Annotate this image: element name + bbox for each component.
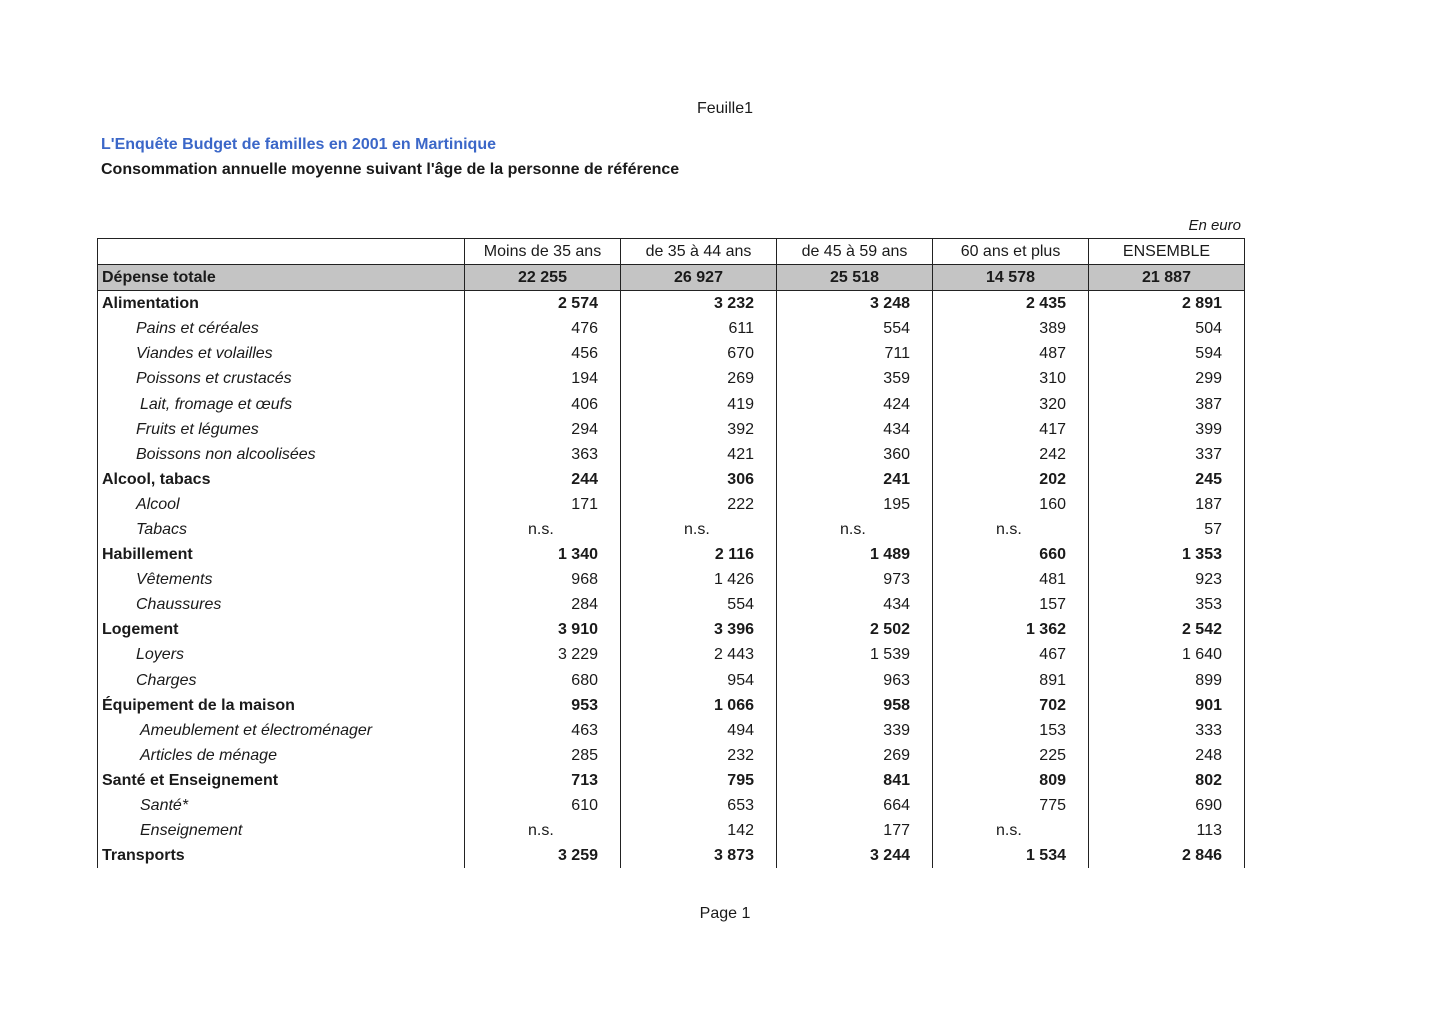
cell-value: 2 891 (1089, 291, 1245, 317)
cell-value: 680 (465, 668, 621, 693)
cell-value: 1 362 (933, 617, 1089, 642)
category-row (98, 291, 1245, 317)
cell-value: 611 (621, 316, 777, 341)
cell-value: 294 (465, 417, 621, 442)
cell-value: 419 (621, 391, 777, 416)
cell-value: 2 443 (621, 642, 777, 667)
cell-value: 554 (777, 316, 933, 341)
cell-value: 187 (1089, 492, 1245, 517)
subcategory-row (98, 316, 1245, 341)
cell-value: 2 116 (621, 542, 777, 567)
subcategory-row (98, 517, 1245, 542)
category-row (98, 768, 1245, 793)
cell-value: 2 502 (777, 617, 933, 642)
subcategory-row (98, 366, 1245, 391)
page-number: Page 1 (699, 905, 751, 922)
row-label: Loyers (98, 642, 465, 667)
cell-value: 1 340 (465, 542, 621, 567)
cell-value: 3 396 (621, 617, 777, 642)
cell-value: 2 542 (1089, 617, 1245, 642)
cell-value: 337 (1089, 442, 1245, 467)
cell-value: 954 (621, 668, 777, 693)
subcategory-row (98, 442, 1245, 467)
cell-value: 14 578 (933, 265, 1089, 291)
row-label: Viandes et volailles (98, 341, 465, 366)
cell-value: 456 (465, 341, 621, 366)
cell-value: n.s. (933, 818, 1089, 843)
cell-value: 242 (933, 442, 1089, 467)
category-row (98, 693, 1245, 718)
row-label: Boissons non alcoolisées (98, 442, 465, 467)
cell-value: n.s. (621, 517, 777, 542)
cell-value: 899 (1089, 668, 1245, 693)
row-label: Transports (98, 843, 465, 868)
row-label: Santé et Enseignement (98, 768, 465, 793)
column-header: de 45 à 59 ans (777, 239, 933, 265)
cell-value: 809 (933, 768, 1089, 793)
cell-value: 285 (465, 743, 621, 768)
cell-value: n.s. (933, 517, 1089, 542)
cell-value: 3 232 (621, 291, 777, 317)
subcategory-row (98, 743, 1245, 768)
cell-value: 306 (621, 467, 777, 492)
cell-value: 25 518 (777, 265, 933, 291)
sheet-name: Feuille1 (696, 100, 754, 117)
cell-value: 389 (933, 316, 1089, 341)
category-row (98, 467, 1245, 492)
cell-value: 417 (933, 417, 1089, 442)
category-row (98, 843, 1245, 868)
cell-value: 467 (933, 642, 1089, 667)
row-label: Dépense totale (98, 265, 465, 291)
cell-value: n.s. (777, 517, 933, 542)
cell-value: 963 (777, 668, 933, 693)
cell-value: 232 (621, 743, 777, 768)
cell-value: 3 244 (777, 843, 933, 868)
column-header: de 35 à 44 ans (621, 239, 777, 265)
cell-value: 353 (1089, 592, 1245, 617)
cell-value: 269 (777, 743, 933, 768)
cell-value: 2 435 (933, 291, 1089, 317)
cell-value: 3 248 (777, 291, 933, 317)
cell-value: 160 (933, 492, 1089, 517)
cell-value: 713 (465, 768, 621, 793)
cell-value: 664 (777, 793, 933, 818)
cell-value: 968 (465, 567, 621, 592)
cell-value: 973 (777, 567, 933, 592)
column-header (98, 239, 465, 265)
cell-value: 222 (621, 492, 777, 517)
cell-value: 2 846 (1089, 843, 1245, 868)
subcategory-row (98, 492, 1245, 517)
cell-value: 504 (1089, 316, 1245, 341)
row-label: Équipement de la maison (98, 693, 465, 718)
document-title: L'Enquête Budget de familles en 2001 en Martinique (101, 136, 496, 153)
cell-value: 57 (1089, 517, 1245, 542)
cell-value: 463 (465, 718, 621, 743)
cell-value: 434 (777, 592, 933, 617)
category-row (98, 617, 1245, 642)
subcategory-row (98, 391, 1245, 416)
cell-value: 387 (1089, 391, 1245, 416)
cell-value: n.s. (465, 818, 621, 843)
cell-value: 21 887 (1089, 265, 1245, 291)
cell-value: 795 (621, 768, 777, 793)
row-label: Chaussures (98, 592, 465, 617)
cell-value: 157 (933, 592, 1089, 617)
row-label: Poissons et crustacés (98, 366, 465, 391)
column-header: 60 ans et plus (933, 239, 1089, 265)
subcategory-row (98, 642, 1245, 667)
cell-value: 284 (465, 592, 621, 617)
cell-value: 481 (933, 567, 1089, 592)
cell-value: 202 (933, 467, 1089, 492)
category-row (98, 542, 1245, 567)
cell-value: 2 574 (465, 291, 621, 317)
subcategory-row (98, 592, 1245, 617)
row-label: Articles de ménage (98, 743, 465, 768)
subcategory-row (98, 793, 1245, 818)
cell-value: 660 (933, 542, 1089, 567)
cell-value: 248 (1089, 743, 1245, 768)
cell-value: 3 873 (621, 843, 777, 868)
cell-value: 339 (777, 718, 933, 743)
cell-value: 702 (933, 693, 1089, 718)
cell-value: 177 (777, 818, 933, 843)
cell-value: 113 (1089, 818, 1245, 843)
row-label: Ameublement et électroménager (98, 718, 465, 743)
cell-value: 711 (777, 341, 933, 366)
cell-value: 225 (933, 743, 1089, 768)
cell-value: 310 (933, 366, 1089, 391)
cell-value: 244 (465, 467, 621, 492)
row-label: Pains et céréales (98, 316, 465, 341)
cell-value: 953 (465, 693, 621, 718)
subcategory-row (98, 341, 1245, 366)
cell-value: 269 (621, 366, 777, 391)
cell-value: 299 (1089, 366, 1245, 391)
cell-value: 775 (933, 793, 1089, 818)
cell-value: 434 (777, 417, 933, 442)
cell-value: 245 (1089, 467, 1245, 492)
subcategory-row (98, 718, 1245, 743)
unit-label: En euro (1188, 217, 1241, 234)
cell-value: 923 (1089, 567, 1245, 592)
cell-value: 142 (621, 818, 777, 843)
row-label: Lait, fromage et œufs (98, 391, 465, 416)
cell-value: 333 (1089, 718, 1245, 743)
row-label: Logement (98, 617, 465, 642)
cell-value: 1 066 (621, 693, 777, 718)
cell-value: 487 (933, 341, 1089, 366)
cell-value: 195 (777, 492, 933, 517)
column-header: Moins de 35 ans (465, 239, 621, 265)
row-label: Alcool (98, 492, 465, 517)
subcategory-row (98, 668, 1245, 693)
cell-value: 802 (1089, 768, 1245, 793)
document-subtitle: Consommation annuelle moyenne suivant l'âge de la personne de référence (101, 161, 680, 178)
cell-value: 1 534 (933, 843, 1089, 868)
column-header: ENSEMBLE (1089, 239, 1245, 265)
cell-value: 171 (465, 492, 621, 517)
cell-value: 26 927 (621, 265, 777, 291)
cell-value: 360 (777, 442, 933, 467)
row-label: Alimentation (98, 291, 465, 317)
cell-value: 494 (621, 718, 777, 743)
cell-value: 1 426 (621, 567, 777, 592)
consumption-table (97, 238, 1245, 868)
cell-value: 958 (777, 693, 933, 718)
cell-value: 653 (621, 793, 777, 818)
cell-value: 554 (621, 592, 777, 617)
cell-value: 1 353 (1089, 542, 1245, 567)
row-label: Enseignement (98, 818, 465, 843)
cell-value: 690 (1089, 793, 1245, 818)
row-label: Charges (98, 668, 465, 693)
row-label: Tabacs (98, 517, 465, 542)
cell-value: 153 (933, 718, 1089, 743)
cell-value: 406 (465, 391, 621, 416)
cell-value: 241 (777, 467, 933, 492)
cell-value: 363 (465, 442, 621, 467)
table-header-row (98, 239, 1245, 265)
row-label: Fruits et légumes (98, 417, 465, 442)
cell-value: 194 (465, 366, 621, 391)
cell-value: 594 (1089, 341, 1245, 366)
cell-value: 1 539 (777, 642, 933, 667)
subcategory-row (98, 818, 1245, 843)
cell-value: 1 640 (1089, 642, 1245, 667)
cell-value: 320 (933, 391, 1089, 416)
cell-value: 359 (777, 366, 933, 391)
cell-value: 3 910 (465, 617, 621, 642)
cell-value: 421 (621, 442, 777, 467)
total-row (98, 265, 1245, 291)
cell-value: 610 (465, 793, 621, 818)
cell-value: 3 259 (465, 843, 621, 868)
row-label: Habillement (98, 542, 465, 567)
cell-value: 22 255 (465, 265, 621, 291)
cell-value: 476 (465, 316, 621, 341)
cell-value: 1 489 (777, 542, 933, 567)
cell-value: 392 (621, 417, 777, 442)
cell-value: 399 (1089, 417, 1245, 442)
cell-value: 891 (933, 668, 1089, 693)
subcategory-row (98, 417, 1245, 442)
cell-value: 670 (621, 341, 777, 366)
table-body (98, 265, 1245, 869)
row-label: Vêtements (98, 567, 465, 592)
row-label: Santé* (98, 793, 465, 818)
cell-value: 3 229 (465, 642, 621, 667)
cell-value: 841 (777, 768, 933, 793)
subcategory-row (98, 567, 1245, 592)
cell-value: n.s. (465, 517, 621, 542)
row-label: Alcool, tabacs (98, 467, 465, 492)
cell-value: 901 (1089, 693, 1245, 718)
cell-value: 424 (777, 391, 933, 416)
